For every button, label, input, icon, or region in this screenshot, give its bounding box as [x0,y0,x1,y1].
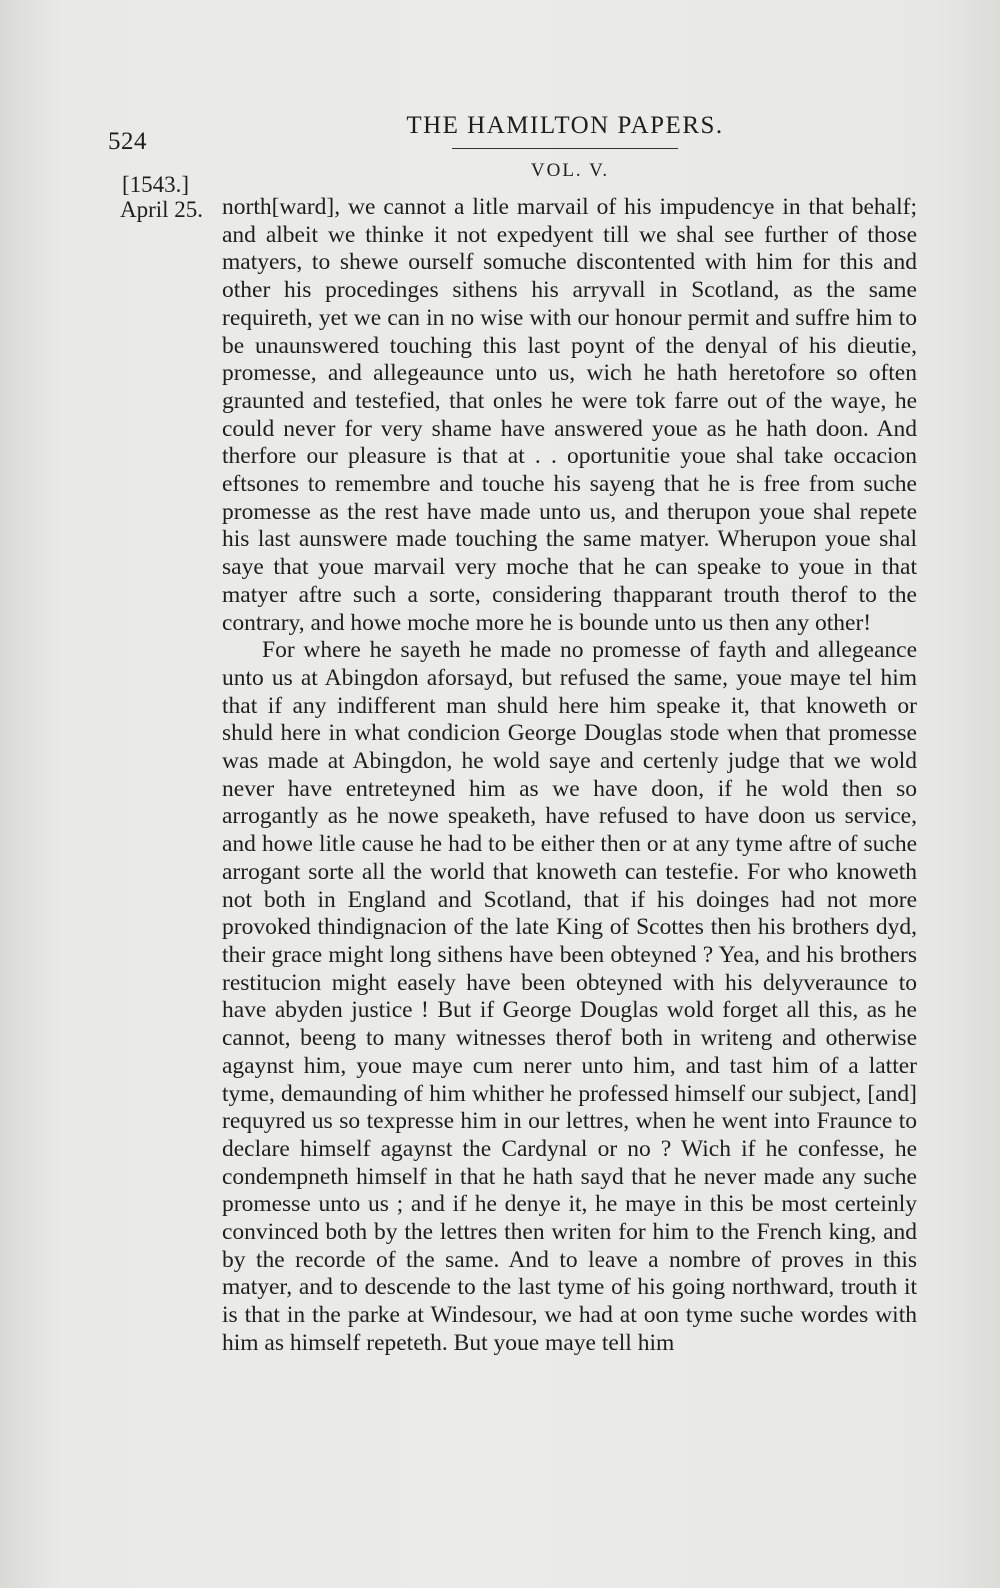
paragraph: For where he sayeth he made no promesse of fayth and allegeance unto us at Abingdon aforsayd, but refused the same, youe maye tel him that if any indifferent man shuld here him speake it, that knoweth or shuld here in what condicion George Douglas stode when that promesse was made at Abingdon, he wold saye and certenly judge that we wold never have entreteyned him as we have doon, if he wold then so arrogantly as he nowe speaketh, have refused to have doon us service, and howe litle cause he had to be either then or at any tyme aftre of suche arrogant sorte all the world that knoweth can testefie. For who knoweth not both in England and Scotland, that if his doinges had not more provoked thindignacion of the late King of Scottes then his brothers dyd, their grace might long sithens have been obteyned ? Yea, and his brothers restitucion might easely have been obteyned with his delyveraunce to have abyden justice ! But if George Douglas wold forget all this, as he cannot, beeng to many witnesses therof both in writeng and otherwise agaynst him, youe maye cum nerer unto him, and tast him of a latter tyme, demaunding of him whither he professed himself our subject, [and] requyred us so texpresse him in our lettres, when he went into Fraunce to declare himself agaynst the Cardynal or no ? Wich if he confesse, he condempneth himself in that he hath sayd that he never made any suche promesse unto us ; and if he denye it, he maye in this be most certeinly convinced both by the lettres then writen for him to the French king, and by the recorde of the same. And to leave a nombre of proves in this matyer, and to descende to the last tyme of his going northward, trouth it is that in the parke at Windesour, we had at oon tyme suche wordes with him as himself repeteth. But youe maye tell him [222,637,917,1356]
paragraph: north[ward], we cannot a litle marvail of his impudencye in that behalf; and albeit we thinke it not expedyent till we shal see further of those matyers, to shewe ourself somuche discontented with him for this and other his procedinges sithens his arryvall in Scotland, as the same requireth, yet we can in no wise with our honour permit and suffre him to be unaunswered touching this last poynt of the denyal of his dieutie, promesse, and allegeaunce unto us, wich he hath heretofore so often graunted and testefied, that onles he were tok farre out of the waye, he could never for very shame have answered youe as he hath doon. And therfore our pleasure is that at . . oportunitie youe shal take occacion eftsones to remembre and touche his sayeng that he is free from suche promesse as the rest have made unto us, and therupon youe shal repete his last aunswere made touching the same matyer. Wherupon youe shal saye that youe marvail very moche that he can speake to youe in that matyer aftre such a sorte, considering thapparant trouth therof to the contrary, and howe moche more he is bounde unto us then any other! [222,194,917,636]
header-rule [452,148,678,149]
margin-year: [1543.] [122,172,190,197]
margin-date: April 25. [120,197,204,222]
volume-label: VOL. V. [530,160,610,181]
running-title: THE HAMILTON PAPERS. [406,112,724,139]
page-number: 524 [108,128,147,155]
body-text [222,194,917,1358]
